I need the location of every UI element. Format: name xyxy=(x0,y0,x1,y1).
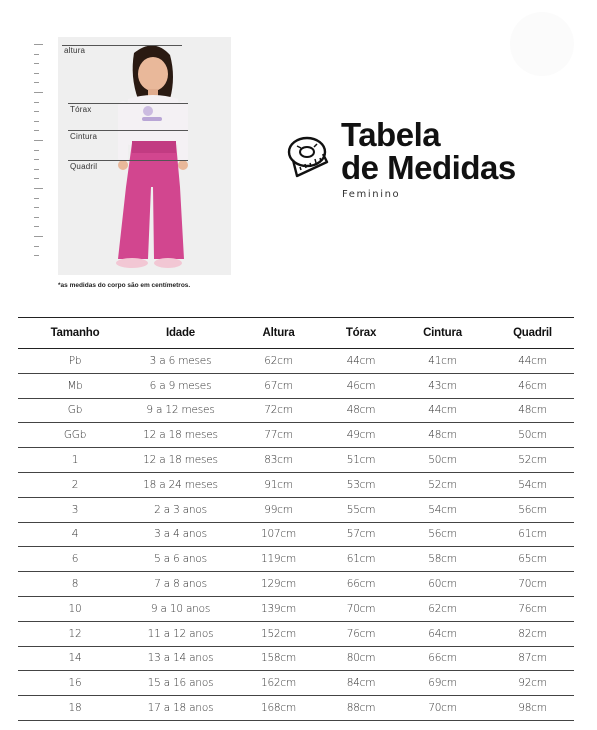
size-cell: 16 xyxy=(68,677,82,690)
ruler-tick xyxy=(34,236,43,237)
chest-cell: 46cm xyxy=(346,379,376,392)
hip-cell: 56cm xyxy=(518,503,547,516)
table-row xyxy=(18,349,574,374)
title-line-2: de Medidas xyxy=(341,149,516,186)
age-cell: 5 a 6 anos xyxy=(154,553,207,566)
ruler-tick xyxy=(34,140,43,141)
table-row xyxy=(18,547,574,572)
ruler-tick xyxy=(34,54,39,55)
table-header-row xyxy=(18,318,574,349)
height-cell: 62cm xyxy=(264,354,293,367)
waist-cell: 64cm xyxy=(428,627,457,640)
table-row xyxy=(18,523,574,548)
height-cell: 107cm xyxy=(260,528,297,541)
table-row xyxy=(18,671,574,696)
age-cell: 11 a 12 anos xyxy=(147,627,214,640)
hip-cell: 44cm xyxy=(518,354,547,367)
waist-cell: 41cm xyxy=(428,354,457,367)
measuring-tape-icon xyxy=(287,132,331,180)
age-cell: 17 a 18 anos xyxy=(147,702,214,715)
chest-cell: 44cm xyxy=(346,354,376,367)
ruler-tick xyxy=(34,44,43,45)
height-cell: 91cm xyxy=(264,478,293,491)
hip-cell: 92cm xyxy=(518,677,547,690)
hip-cell: 61cm xyxy=(518,528,547,541)
height-cell: 152cm xyxy=(260,627,297,640)
waist-cell: 60cm xyxy=(428,578,457,591)
hip-cell: 76cm xyxy=(518,602,547,615)
waist-cell: 52cm xyxy=(428,478,457,491)
table-row xyxy=(18,696,574,721)
age-cell: 13 a 14 anos xyxy=(147,652,214,665)
waist-cell: 70cm xyxy=(428,702,457,715)
chest-cell: 70cm xyxy=(346,602,376,615)
table-row xyxy=(18,498,574,523)
height-cell: 162cm xyxy=(260,677,297,690)
size-cell: 2 xyxy=(71,478,79,491)
size-cell: 8 xyxy=(71,578,79,591)
hip-cell: 50cm xyxy=(518,429,547,442)
ruler-tick xyxy=(34,207,39,208)
height-cell: 72cm xyxy=(264,404,293,417)
size-cell: 1 xyxy=(71,454,79,467)
hip-cell: 82cm xyxy=(518,627,547,640)
size-table xyxy=(18,317,574,721)
title-line-1: Tabela xyxy=(341,116,441,153)
size-cell: 3 xyxy=(71,503,79,516)
height-label: altura xyxy=(64,46,86,55)
hip-cell: 48cm xyxy=(518,404,547,417)
table-row xyxy=(18,473,574,498)
chest-cell: 48cm xyxy=(346,404,376,417)
height-cell: 99cm xyxy=(264,503,293,516)
size-cell: Gb xyxy=(67,404,83,417)
waist-cell: 43cm xyxy=(428,379,457,392)
height-ruler xyxy=(34,44,46,264)
table-row xyxy=(18,647,574,672)
ruler-tick xyxy=(34,73,39,74)
hip-line xyxy=(68,160,188,161)
age-cell: 2 a 3 anos xyxy=(154,503,207,516)
height-cell: 168cm xyxy=(260,702,297,715)
hip-cell: 46cm xyxy=(518,379,547,392)
ruler-tick xyxy=(34,188,43,189)
ruler-tick xyxy=(34,130,39,131)
height-cell: 139cm xyxy=(260,602,297,615)
age-cell: 3 a 6 meses xyxy=(149,354,212,367)
waist-cell: 62cm xyxy=(428,602,457,615)
waist-label: Cintura xyxy=(70,132,98,141)
waist-line xyxy=(68,130,188,131)
chest-cell: 80cm xyxy=(346,652,376,665)
ruler-tick xyxy=(34,226,39,227)
hip-cell: 65cm xyxy=(518,553,547,566)
chest-cell: 49cm xyxy=(346,429,376,442)
ruler-tick xyxy=(34,217,39,218)
table-row xyxy=(18,597,574,622)
size-cell: Mb xyxy=(67,379,83,392)
size-cell: 14 xyxy=(68,652,82,665)
chest-cell: 55cm xyxy=(346,503,376,516)
ruler-tick xyxy=(34,255,39,256)
ruler-tick xyxy=(34,82,39,83)
waist-cell: 69cm xyxy=(428,677,457,690)
header-cintura: Cintura xyxy=(423,327,462,339)
waist-cell: 50cm xyxy=(428,454,457,467)
waist-cell: 66cm xyxy=(428,652,457,665)
page-title xyxy=(341,118,516,184)
size-cell: Pb xyxy=(68,354,82,367)
header-tamanho: Tamanho xyxy=(50,327,100,339)
size-cell: 6 xyxy=(71,553,79,566)
size-cell: 4 xyxy=(71,528,79,541)
hip-label: Quadril xyxy=(70,162,98,171)
girl-illustration xyxy=(58,37,231,275)
height-cell: 83cm xyxy=(264,454,293,467)
size-cell: GGb xyxy=(63,429,87,442)
model-photo xyxy=(58,37,231,275)
age-cell: 3 a 4 anos xyxy=(154,528,207,541)
chest-cell: 57cm xyxy=(346,528,376,541)
waist-cell: 56cm xyxy=(428,528,457,541)
age-cell: 6 a 9 meses xyxy=(149,379,212,392)
chest-cell: 88cm xyxy=(346,702,376,715)
chest-cell: 66cm xyxy=(346,578,376,591)
header-altura: Altura xyxy=(262,327,295,339)
waist-cell: 58cm xyxy=(428,553,457,566)
table-row xyxy=(18,622,574,647)
table-row xyxy=(18,374,574,399)
hip-cell: 87cm xyxy=(518,652,547,665)
age-cell: 18 a 24 meses xyxy=(143,478,218,491)
age-cell: 9 a 10 anos xyxy=(150,602,211,615)
waist-cell: 48cm xyxy=(428,429,457,442)
waist-cell: 54cm xyxy=(428,503,457,516)
chest-label: Tórax xyxy=(70,105,92,114)
ruler-tick xyxy=(34,63,39,64)
hip-cell: 52cm xyxy=(518,454,547,467)
age-cell: 9 a 12 meses xyxy=(146,404,215,417)
chest-cell: 53cm xyxy=(346,478,376,491)
table-row xyxy=(18,399,574,424)
ruler-tick xyxy=(34,121,39,122)
ruler-tick xyxy=(34,111,39,112)
hip-cell: 70cm xyxy=(518,578,547,591)
height-cell: 67cm xyxy=(264,379,293,392)
chest-cell: 84cm xyxy=(346,677,376,690)
hip-cell: 98cm xyxy=(518,702,547,715)
ruler-tick xyxy=(34,150,39,151)
ruler-tick xyxy=(34,178,39,179)
ruler-tick xyxy=(34,102,39,103)
height-cell: 158cm xyxy=(260,652,297,665)
height-cell: 119cm xyxy=(260,553,297,566)
age-cell: 7 a 8 anos xyxy=(154,578,207,591)
ruler-tick xyxy=(34,198,39,199)
ruler-tick xyxy=(34,169,39,170)
page-subtitle: Feminino xyxy=(342,189,401,200)
chest-cell: 61cm xyxy=(346,553,376,566)
measurement-note: *as medidas do corpo são em centímetros. xyxy=(58,282,191,289)
ruler-tick xyxy=(34,246,39,247)
ruler-tick xyxy=(34,92,43,93)
height-cell: 77cm xyxy=(264,429,293,442)
table-row xyxy=(18,423,574,448)
hip-cell: 54cm xyxy=(518,478,547,491)
age-cell: 15 a 16 anos xyxy=(147,677,214,690)
size-cell: 10 xyxy=(68,602,82,615)
size-cell: 12 xyxy=(68,627,82,640)
header-quadril: Quadril xyxy=(513,327,552,339)
ruler-tick xyxy=(34,159,39,160)
chest-line xyxy=(68,103,188,104)
header-torax: Tórax xyxy=(345,327,377,339)
chest-cell: 51cm xyxy=(346,454,376,467)
height-cell: 129cm xyxy=(260,578,297,591)
decorative-circle xyxy=(510,12,574,76)
size-cell: 18 xyxy=(68,702,82,715)
age-cell: 12 a 18 meses xyxy=(143,429,218,442)
table-row xyxy=(18,448,574,473)
chest-cell: 76cm xyxy=(346,627,376,640)
age-cell: 12 a 18 meses xyxy=(143,454,218,467)
table-row xyxy=(18,572,574,597)
waist-cell: 44cm xyxy=(428,404,457,417)
header-idade: Idade xyxy=(165,327,196,339)
